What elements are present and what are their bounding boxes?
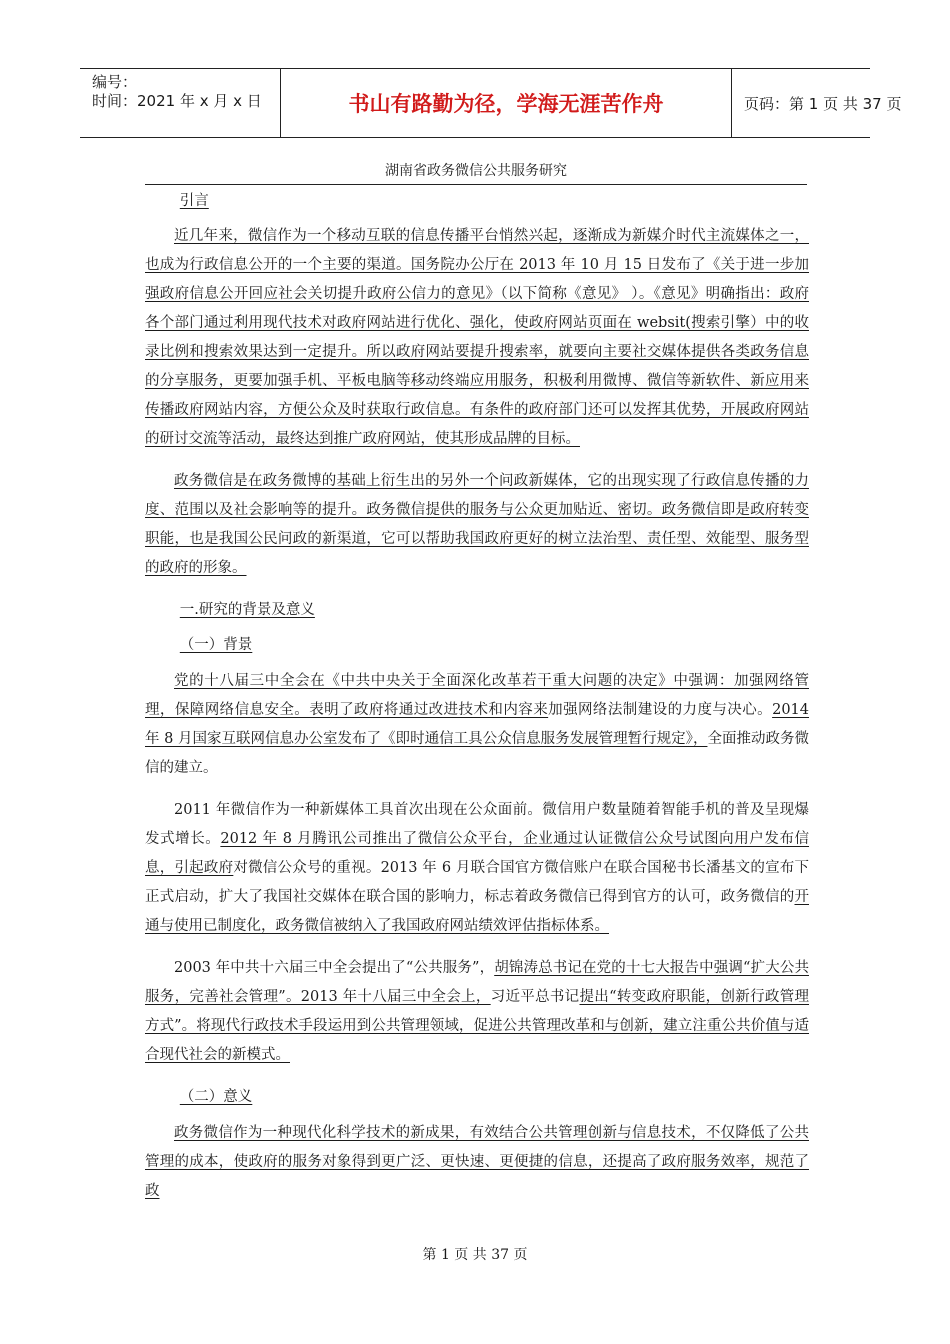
text-run: 全面推动政务微信的建立。 (145, 731, 809, 776)
subsection-heading-significance-text: （二）意义 (179, 1089, 253, 1105)
background-paragraph-2 (145, 796, 809, 941)
text-run: 2012 年 8 月腾讯公司推出了微信公众平台，企业通过认证微信公众号试图向用户发布信息，引起政府 (145, 831, 810, 876)
subsection-heading-significance (145, 1083, 809, 1112)
header-meta (80, 69, 280, 137)
significance-paragraph-1-text: 政务微信作为一种现代化科学技术的新成果，有效结合公共管理创新与信息技术，不仅降低了公共管理的成本，使政府的服务对象得到更广泛、更快速、更便捷的信息，还提高了政府服务效率，规范了政 (145, 1125, 809, 1199)
text-run: 习近平总书记 (490, 989, 580, 1005)
text-run: 胡锦涛总书记在党的十七大报告中强调“扩大公共服务，完善社会管理”。2013 年十八届三中全会上， (145, 960, 809, 1005)
text-run: 党的十八届三中全会在《中共中央关于全面深化改革若干重大问题的决定》中强调：加强网络管理，保障网络信息安全。表明了政府将通过改进技术和内容来 (145, 673, 809, 718)
subsection-heading-background (145, 631, 809, 660)
header-table (80, 68, 902, 138)
intro-paragraph-2-text: 政务微信是在政务微博的基础上衍生出的另外一个问政新媒体，它的出现实现了行政信息传播的力度、范围以及社会影响等的提升。政务微信提供的服务与公众更加贴近、密切。政务微信即是政府转变职能，也是我国公民问政的新渠道，它可以帮助我国政府更好的树立法治型、责任型、效能型、服务型的政府的形象。 (145, 473, 809, 576)
header-page-info: 页码：第 1 页 共 37 页 (744, 94, 902, 113)
document-title: 湖南省政务微信公共服务研究 (145, 160, 807, 185)
document-body (145, 187, 809, 1206)
significance-paragraph-1 (145, 1119, 809, 1206)
background-paragraph-3 (145, 954, 809, 1070)
background-paragraph-1 (145, 667, 809, 783)
text-run: 提出“转变政府职能，创新行政管理方式”。将现代行政技术手段运用到公共管理领域，促进公共管理改革和与创新，建立注重公共价值与适合现代社会的新模式。 (145, 989, 810, 1063)
text-run: 2011 年微信作为一种新媒体工具首次出现在公众面前。微信用户数量随着智能手机的普及呈现爆发式增长。 (145, 802, 809, 847)
subsection-heading-background-text: （一）背景 (179, 637, 253, 653)
text-run: 2014 年 8 月国家互联网信息办公室发布了《即时通信工具公众信息服务发展管理暂行规定》， (145, 702, 810, 747)
text-run: 开通与使用已制度化，政务微信被纳入了我国政府网站绩效评估指标体系。 (145, 889, 809, 934)
intro-paragraph-2 (145, 467, 809, 583)
section-heading (145, 596, 809, 625)
number-label: 编号： (92, 73, 138, 91)
intro-paragraph-1-text: 近几年来，微信作为一个移动互联的信息传播平台悄然兴起，逐渐成为新媒介时代主流媒体之一，也成为行政信息公开的一个主要的渠道。国务院办公厅在 2013 年 10 月 15 日发布了《关于进一步加强政府信息公开回应社会关切提升政府公信力的意见》（以下简称《意见》 ）。《意见》明确指出：政府各个部门通过利用现代技术对政府网站进行优化、强化，使政府网站页面在 websit(搜索引擎）中的收录比例和搜索效果达到一定提升。所以政府网站要提升搜索率，就要向主要社交媒体提供各类政务信息的分享服务，更要加强手机、平板电脑等移动终端应用服务，积极利用微博、微信等新软件、新应用来传播政府网站内容，方便公众及时获取行政信息。有条件的政府部门还可以发挥其优势，开展政府网站的研讨交流等活动，最终达到推广政府网站，使其形成品牌的目标。 (145, 228, 809, 447)
page-footer: 第 1 页 共 37 页 (422, 1247, 528, 1263)
header-motto: 书山有路勤为径，学海无涯苦作舟 (348, 92, 664, 116)
date-label: 时间：2021 年 x 月 x 日 (92, 92, 262, 110)
text-run: 对微信公众号的重视。2013 年 6 月联合国官方微信账户在联合国秘书长潘基文的宣布下正式启动，扩大了我国社交媒体在联合国的影响力，标志着政务微信已得到官方的认可，政务微信的 (145, 860, 810, 905)
text-run: 2003 年中共十六届三中全会提出了“公共服务”， (174, 960, 495, 976)
intro-heading-text: 引言 (179, 193, 209, 209)
intro-heading (145, 187, 809, 216)
section-heading-text: 一.研究的背景及意义 (179, 602, 315, 618)
intro-paragraph-1 (145, 222, 809, 454)
text-run: 加强网络法制建设的力度与决心。 (548, 702, 773, 718)
